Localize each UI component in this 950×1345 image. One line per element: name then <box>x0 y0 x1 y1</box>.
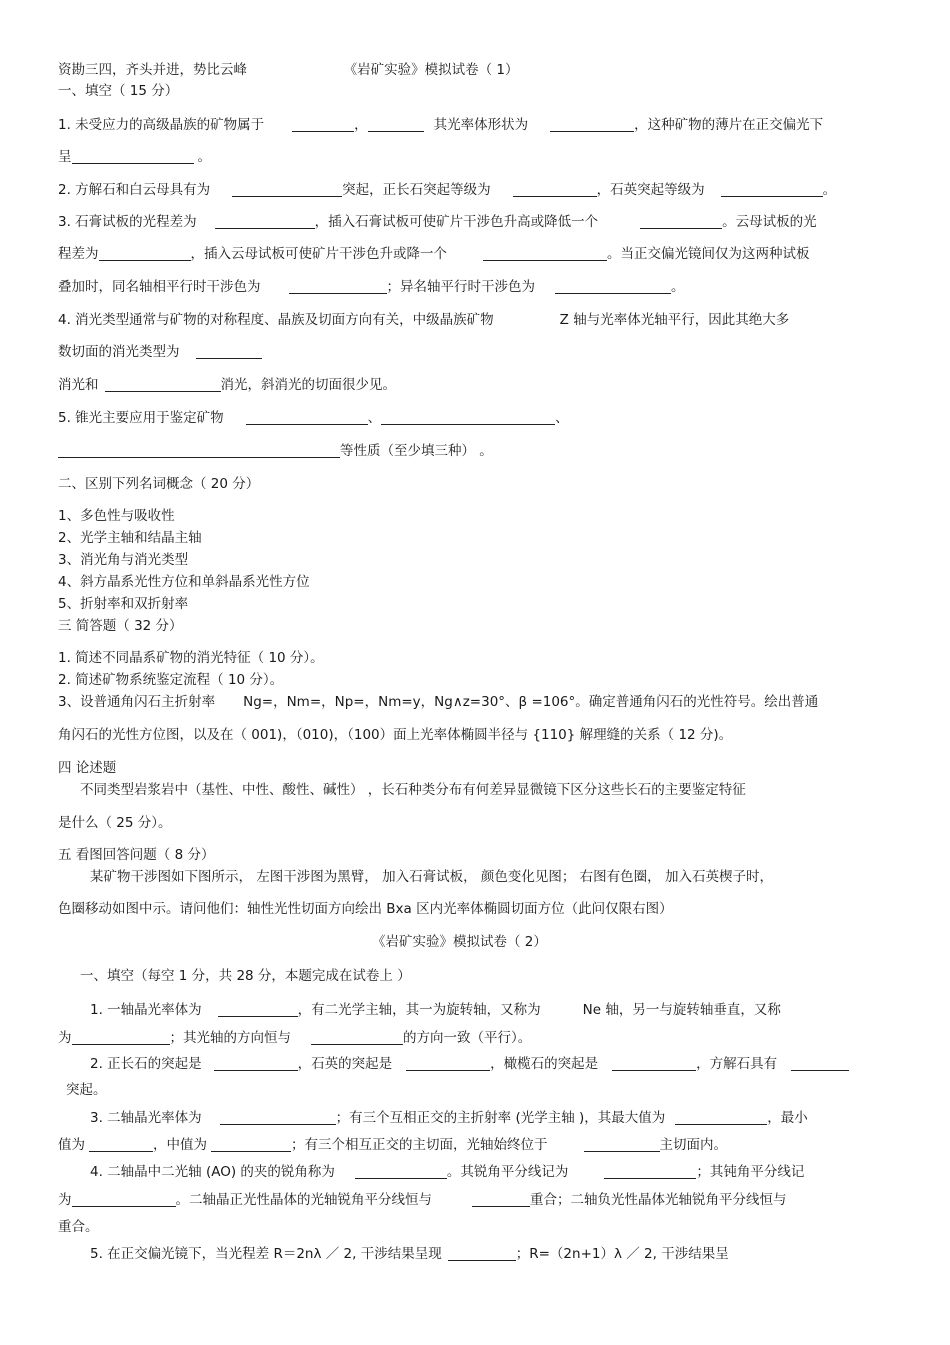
p1-q5-separator: 、 <box>367 410 382 426</box>
p2-q4-text-b: 。其锐角平分线记为 <box>446 1164 569 1180</box>
essay-question-line2: 是什么（ 25 分）。 <box>58 815 172 831</box>
p1-q3-text-g: 叠加时，同名轴相平行时干涉色为 <box>58 279 261 295</box>
figure-question-line2: 色圈移动如图中示。请问他们：轴性光性切面方向绘出 Bxa 区内光率体椭圆切面方位（此问仅限右图） <box>58 901 673 917</box>
paper2-title: 《岩矿实验》模拟试卷（ 2） <box>372 934 547 950</box>
p2-q3-text-c: ，最小 <box>767 1110 808 1126</box>
answer-blank[interactable] <box>640 214 722 229</box>
term-item: 2、光学主轴和结晶主轴 <box>58 530 202 546</box>
answer-blank[interactable] <box>215 214 315 229</box>
p1-s3-q3-text-b: Ng=，Nm=，Np=，Nm=y，Ng∧z=30°、β =106°。确定普通角闪石的光性符号。绘出普通 <box>243 694 819 710</box>
paper2-section1-heading: 一、填空（每空 1 分，共 28 分，本题完成在试卷上 ） <box>80 968 411 984</box>
p1-q2-text-a: 2. 方解石和白云母具有为 <box>58 182 211 198</box>
p2-q3-text-f: ；有三个相互正交的主切面，光轴始终位于 <box>291 1137 548 1153</box>
section4-heading: 四 论述题 <box>58 760 117 776</box>
answer-blank[interactable] <box>214 1056 298 1071</box>
answer-blank[interactable] <box>211 1137 291 1152</box>
answer-blank[interactable] <box>220 1110 336 1125</box>
answer-blank[interactable] <box>406 1056 490 1071</box>
p1-q5-text-a: 5. 锥光主要应用于鉴定矿物 <box>58 410 224 426</box>
answer-blank[interactable] <box>292 117 354 132</box>
answer-blank[interactable] <box>289 279 387 294</box>
p1-q4-text-b: Z 轴与光率体光轴平行，因此其绝大多 <box>559 312 790 328</box>
answer-blank[interactable] <box>72 1192 176 1207</box>
p1-question-3-cont2 <box>58 279 685 295</box>
answer-blank[interactable] <box>311 1030 403 1045</box>
p1-question-4 <box>58 312 789 328</box>
answer-blank[interactable] <box>196 344 262 359</box>
answer-blank[interactable] <box>72 149 194 164</box>
answer-blank[interactable] <box>604 1164 696 1179</box>
p2-q4-text-d: 为 <box>58 1192 72 1208</box>
p1-q2-text-c: ，石英突起等级为 <box>596 182 705 198</box>
answer-blank[interactable] <box>368 117 424 132</box>
p2-q1-text-d: 为 <box>58 1030 72 1046</box>
p2-q1-text-f: 的方向一致（平行）。 <box>403 1030 532 1046</box>
p2-q2-text-b: ，石英的突起是 <box>297 1056 393 1072</box>
p1-question-3 <box>58 214 817 230</box>
p1-q3-text-a: 3. 石膏试板的光程差为 <box>58 214 197 230</box>
p1-question-5-cont <box>58 443 493 459</box>
p2-question-4-cont1 <box>58 1192 787 1208</box>
essay-question-line1: 不同类型岩浆岩中（基性、中性、酸性、碱性） ，长石种类分布有何差异显微镜下区分这些长石的主要鉴定特征 <box>80 782 746 798</box>
p2-question-2-cont: 突起。 <box>66 1082 107 1098</box>
term-item: 4、斜方晶系光性方位和单斜晶系光性方位 <box>58 574 310 590</box>
section3-heading: 三 简答题（ 32 分） <box>58 618 183 634</box>
answer-blank[interactable] <box>721 182 823 197</box>
term-item: 1、多色性与吸收性 <box>58 508 175 524</box>
p1-q4-text-a: 4. 消光类型通常与矿物的对称程度、晶族及切面方向有关，中级晶族矿物 <box>58 312 494 328</box>
answer-blank[interactable] <box>89 1137 153 1152</box>
answer-blank[interactable] <box>472 1192 530 1207</box>
paper1-title: 《岩矿实验》模拟试卷（ 1） <box>343 62 519 78</box>
p1-question-1 <box>58 117 823 133</box>
answer-blank[interactable] <box>555 279 671 294</box>
figure-question-line1: 某矿物干涉图如下图所示， 左图干涉图为黑臂， 加入石膏试板， 颜色变化见图； 右图有色圈， 加入石英楔子时， <box>90 869 773 885</box>
answer-blank[interactable] <box>72 1030 170 1045</box>
p1-q4-text-e: 消光，斜消光的切面很少见。 <box>220 377 396 393</box>
p2-question-1 <box>90 1002 781 1018</box>
p2-q3-text-d: 值为 <box>58 1137 85 1153</box>
motto-text: 资勘三四，齐头并进，势比云峰 <box>58 62 247 78</box>
p1-q1-comma: ， <box>354 117 368 133</box>
p2-question-4 <box>90 1164 804 1180</box>
p1-q1-text-e: 。 <box>197 149 211 165</box>
p2-q1-text-c: Ne 轴，另一与旋转轴垂直，又称 <box>582 1002 781 1018</box>
answer-blank[interactable] <box>675 1110 767 1125</box>
p1-q2-text-b: 突起，正长石突起等级为 <box>342 182 491 198</box>
p1-question-5 <box>58 410 569 426</box>
section1-heading: 一、填空（ 15 分） <box>58 83 179 99</box>
answer-blank[interactable] <box>448 1246 516 1261</box>
answer-blank[interactable] <box>791 1056 849 1071</box>
p1-q3-text-e: ，插入云母试板可使矿片干涉色升或降一个 <box>190 246 447 262</box>
p2-question-4-cont2: 重合。 <box>58 1219 99 1235</box>
p1-question-4-cont1 <box>58 344 262 360</box>
p2-question-5 <box>90 1246 729 1262</box>
p1-q1-text-a: 1. 未受应力的高级晶族的矿物属于 <box>58 117 265 133</box>
answer-blank[interactable] <box>246 410 368 425</box>
p1-s3-q3-text-a: 3、设普通角闪石主折射率 <box>58 694 216 710</box>
p2-q5-text-a: 5. 在正交偏光镜下，当光程差 R＝2nλ ／ 2, 干涉结果呈现 <box>90 1246 442 1262</box>
p2-q2-text-c: ，橄榄石的突起是 <box>490 1056 599 1072</box>
p1-q3-text-f: 。当正交偏光镜间仅为这两种试板 <box>607 246 810 262</box>
p1-q3-text-b: ，插入石膏试板可使矿片干涉色升高或降低一个 <box>314 214 599 230</box>
answer-blank[interactable] <box>105 377 221 392</box>
p2-q1-text-a: 1. 一轴晶光率体为 <box>90 1002 202 1018</box>
p2-q3-text-g: 主切面内。 <box>659 1137 727 1153</box>
answer-blank[interactable] <box>584 1137 660 1152</box>
p1-q4-text-d: 消光和 <box>58 377 99 393</box>
answer-blank[interactable] <box>99 246 191 261</box>
answer-blank[interactable] <box>381 410 555 425</box>
header-line <box>58 62 518 78</box>
p1-q3-text-i: 。 <box>671 279 685 295</box>
p2-q4-text-e: 。二轴晶正光性晶体的光轴锐角平分线恒与 <box>175 1192 432 1208</box>
p2-question-3-cont <box>58 1137 727 1153</box>
section2-heading: 二、区别下列名词概念（ 20 分） <box>58 476 260 492</box>
p2-q5-text-b: ；R=（2n+1）λ ／ 2, 干涉结果呈 <box>515 1246 729 1262</box>
p2-q1-text-e: ；其光轴的方向恒与 <box>169 1030 291 1046</box>
p2-question-2 <box>90 1056 849 1072</box>
p2-q4-text-a: 4. 二轴晶中二光轴 (AO) 的夹的锐角称为 <box>90 1164 335 1180</box>
p1-s3-question-2: 2. 简述矿物系统鉴定流程（ 10 分）。 <box>58 672 284 688</box>
p1-question-3-cont1 <box>58 246 810 262</box>
p1-q2-text-d: 。 <box>822 182 837 198</box>
p1-s3-question-3-cont: 角闪石的光性方位图，以及在（ 001)，（010)，（100）面上光率体椭圆半径与 {110} 解理缝的关系（ 12 分)。 <box>58 727 733 743</box>
p2-q1-text-b: ，有二光学主轴，其一为旋转轴，又称为 <box>297 1002 541 1018</box>
p2-q3-text-a: 3. 二轴晶光率体为 <box>90 1110 202 1126</box>
answer-blank[interactable] <box>612 1056 696 1071</box>
p2-question-3 <box>90 1110 808 1126</box>
p2-q4-text-f: 重合；二轴负光性晶体光轴锐角平分线恒与 <box>530 1192 787 1208</box>
p2-q3-text-e: ，中值为 <box>153 1137 207 1153</box>
p2-q4-text-c: ；其钝角平分线记 <box>696 1164 805 1180</box>
p1-q1-text-b: 其光率体形状为 <box>433 117 529 133</box>
p1-q3-text-c: 。云母试板的光 <box>722 214 817 230</box>
p1-q5-text-b: 等性质（至少填三种） 。 <box>340 443 493 459</box>
answer-blank[interactable] <box>232 182 342 197</box>
term-item: 3、消光角与消光类型 <box>58 552 189 568</box>
p1-q1-text-c: ，这种矿物的薄片在正交偏光下 <box>634 117 824 133</box>
answer-blank[interactable] <box>550 117 634 132</box>
answer-blank[interactable] <box>483 246 607 261</box>
p1-q4-text-c: 数切面的消光类型为 <box>58 344 180 360</box>
p2-q3-text-b: ；有三个互相正交的主折射率 (光学主轴 )，其最大值为 <box>335 1110 666 1126</box>
term-item: 5、折射率和双折射率 <box>58 596 189 612</box>
p1-q3-text-h: ；异名轴平行时干涉色为 <box>386 279 535 295</box>
p1-s3-question-1: 1. 简述不同晶系矿物的消光特征（ 10 分）。 <box>58 650 324 666</box>
p1-question-4-cont2 <box>58 377 396 393</box>
p1-s3-question-3 <box>58 694 818 710</box>
p2-q2-text-d: ，方解石具有 <box>696 1056 778 1072</box>
p1-q3-text-d: 程差为 <box>58 246 99 262</box>
answer-blank[interactable] <box>58 443 340 458</box>
p1-q1-text-d: 呈 <box>58 149 72 165</box>
p1-q5-separator: 、 <box>555 410 569 426</box>
p1-question-1-cont <box>58 149 211 165</box>
answer-blank[interactable] <box>218 1002 298 1017</box>
p1-question-2 <box>58 182 836 198</box>
p2-question-1-cont <box>58 1030 531 1046</box>
p2-q2-text-a: 2. 正长石的突起是 <box>90 1056 202 1072</box>
section5-heading: 五 看图回答问题（ 8 分） <box>58 847 215 863</box>
answer-blank[interactable] <box>355 1164 447 1179</box>
answer-blank[interactable] <box>513 182 597 197</box>
